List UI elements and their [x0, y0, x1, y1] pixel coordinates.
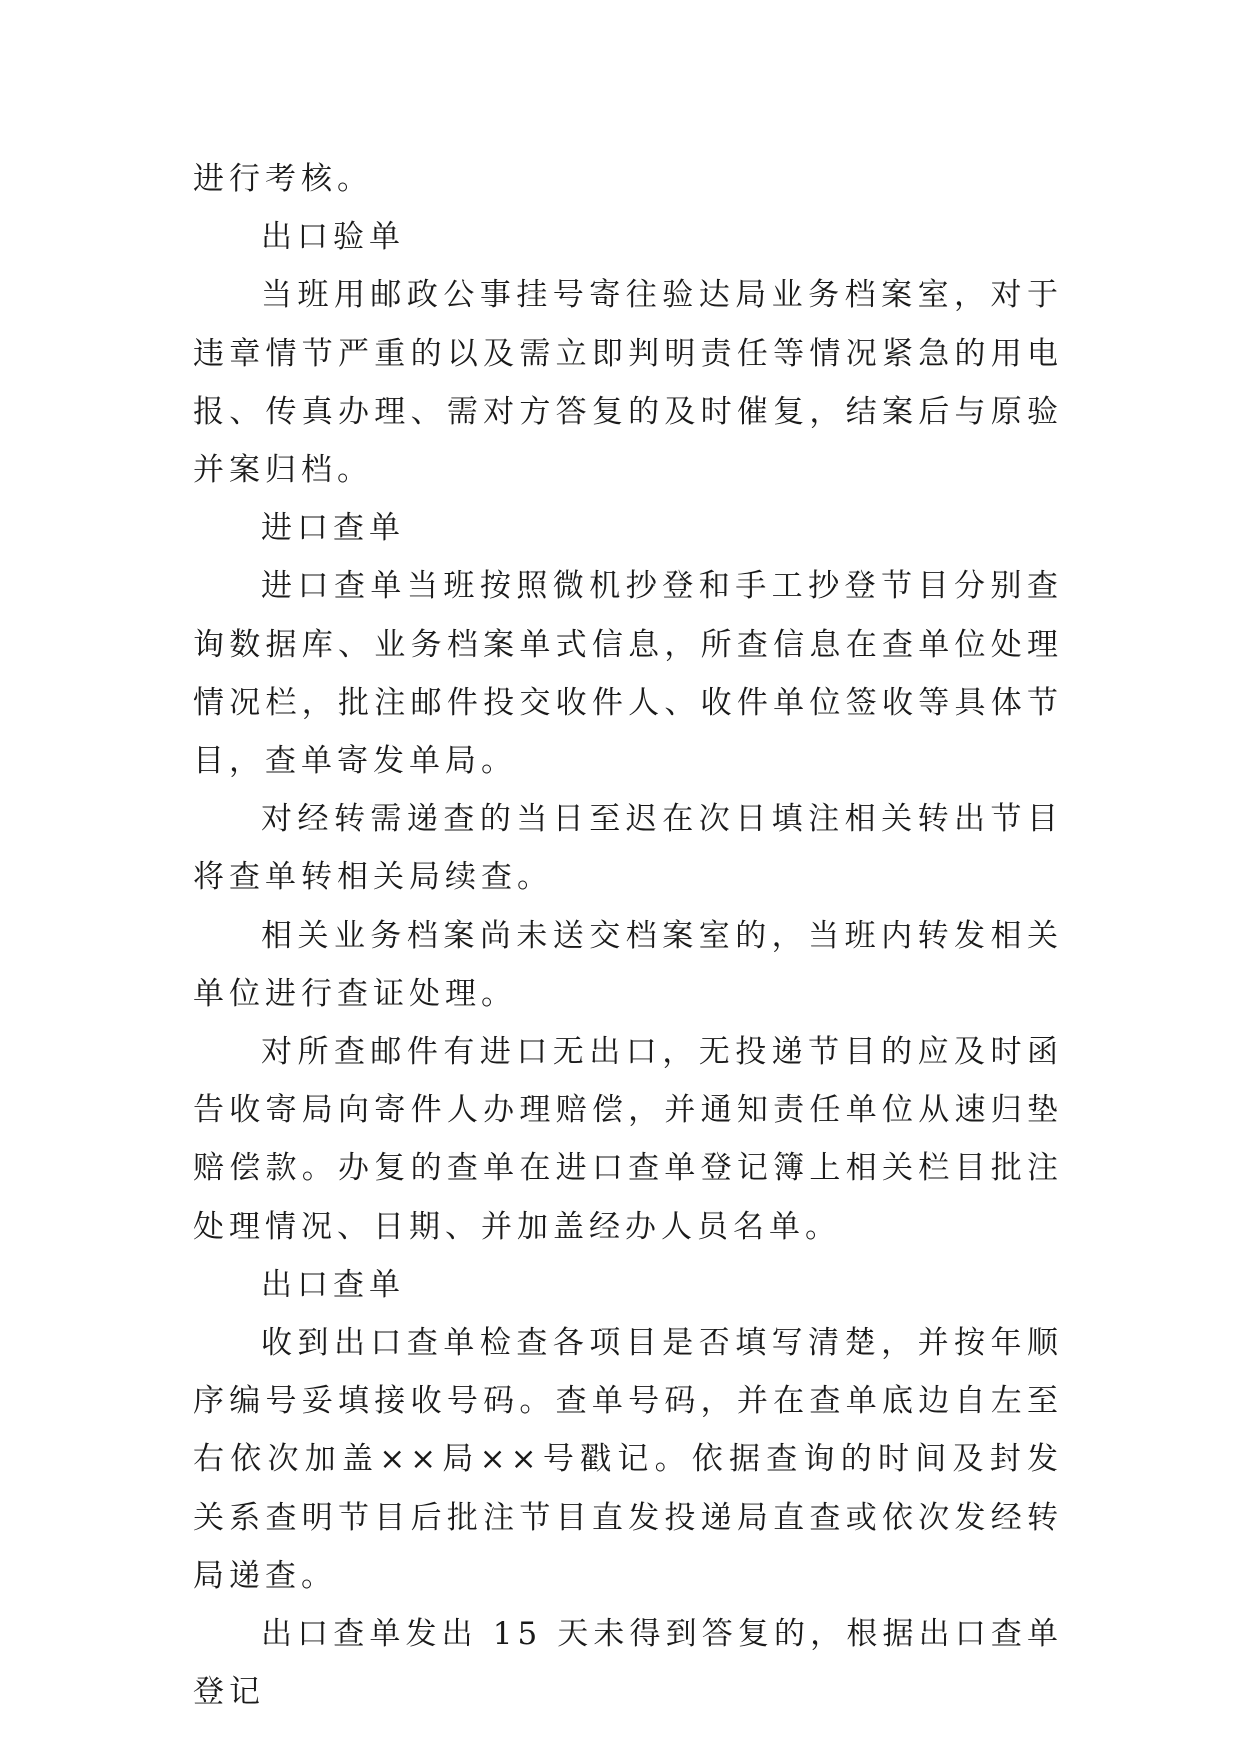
section-heading-export-inquiry: 出口查单 — [261, 1266, 405, 1303]
paragraph-10: 收到出口查单检查各项目是否填写清楚，并按年顺序编号妥填接收号码。查单号码，并在查单底边自左至右依次加盖××局××号戳记。依据查询的时间及封发关系查明节目后批注节目直发投递局直查或依次发经转局递查。 — [193, 1325, 1063, 1594]
paragraph-11: 出口查单发出 15 天未得到答复的，根据出口查单登记 — [193, 1616, 1063, 1711]
paragraph-6: 对经转需递查的当日至迟在次日填注相关转出节目将查单转相关局续查。 — [193, 801, 1063, 896]
paragraph-1: 进行考核。 — [193, 161, 373, 197]
paragraph-3: 当班用邮政公事挂号寄往验达局业务档案室，对于违章情节严重的以及需立即判明责任等情况紧急的用电报、传真办理、需对方答复的及时催复，结案后与原验并案归档。 — [193, 277, 1063, 489]
document-body — [193, 150, 1063, 1721]
section-heading-export-verification: 出口验单 — [261, 219, 405, 256]
paragraph-5: 进口查单当班按照微机抄登和手工抄登节目分别查询数据库、业务档案单式信息，所查信息在查单位处理情况栏，批注邮件投交收件人、收件单位签收等具体节目，查单寄发单局。 — [193, 568, 1063, 780]
paragraph-7: 相关业务档案尚未送交档案室的，当班内转发相关单位进行查证处理。 — [193, 917, 1063, 1012]
paragraph-8: 对所查邮件有进口无出口，无投递节目的应及时函告收寄局向寄件人办理赔偿，并通知责任单位从速归垫赔偿款。办复的查单在进口查单登记簿上相关栏目批注处理情况、日期、并加盖经办人员名单。 — [193, 1034, 1063, 1245]
section-heading-import-inquiry: 进口查单 — [261, 510, 405, 547]
